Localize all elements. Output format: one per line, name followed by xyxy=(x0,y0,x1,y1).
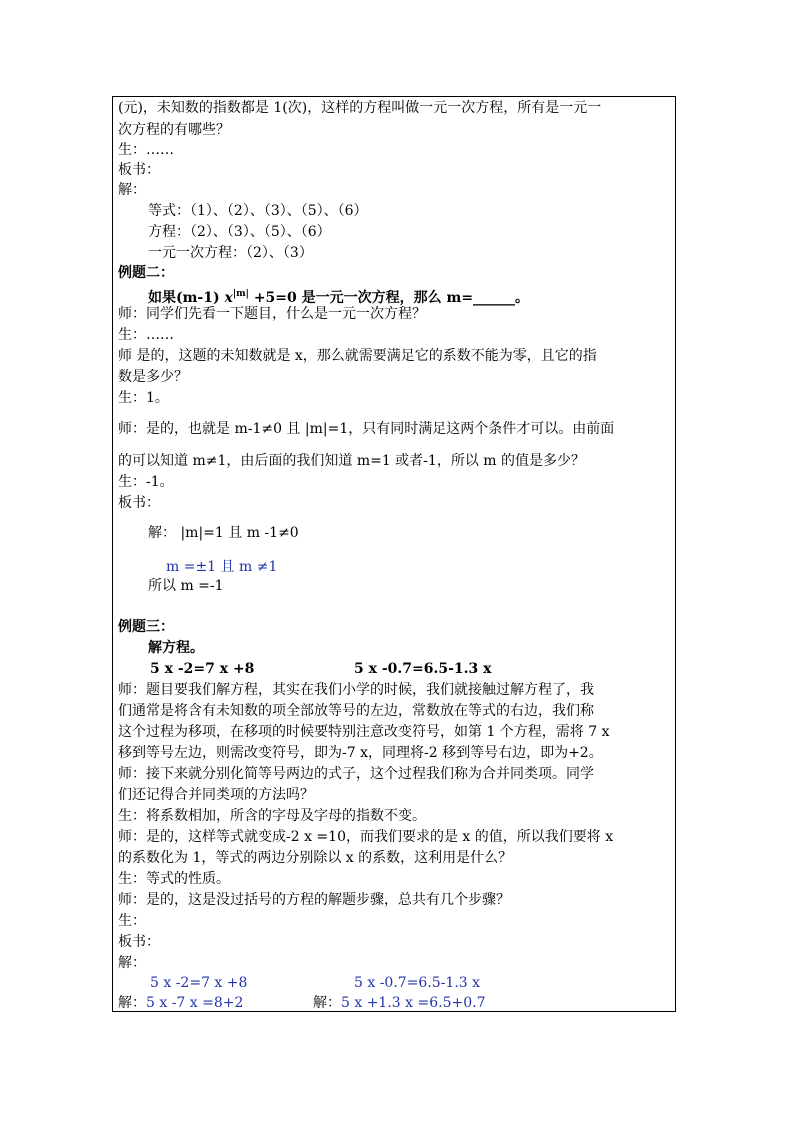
text-line: 生：…… xyxy=(118,327,174,343)
text-line: 一元一次方程：（2）、（3） xyxy=(148,245,313,261)
equation: 5 x -2=7 x +8 xyxy=(150,661,255,677)
problem-text: 如果(m-1) xyxy=(148,290,220,306)
text-line: 们还记得合并同类项的方法吗？ xyxy=(118,787,314,803)
equation: 5 x -2=7 x +8 xyxy=(150,975,248,991)
text-line: 师：是的，这是没过括号的方程的解题步骤，总共有几个步骤？ xyxy=(118,892,510,908)
text-line: 的系数化为 1，等式的两边分别除以 x 的系数，这利用是什么？ xyxy=(118,850,513,866)
text-line: 们通常是将含有未知数的项全部放等号的左边，常数放在等式的右边，我们称 xyxy=(118,703,594,719)
text-line: 板书： xyxy=(118,162,160,178)
text-line: 生：等式的性质。 xyxy=(118,871,230,887)
problem-text: +5=0 是一元一次方程，那么 m=______。 xyxy=(253,290,530,306)
equation: 5 x -0.7=6.5-1.3 x xyxy=(354,975,481,991)
math-variable: x xyxy=(224,290,233,306)
text-line: 生：…… xyxy=(118,142,174,158)
text-line: 解： xyxy=(118,955,146,971)
text-line: 的可以知道 m≠1，由后面的我们知道 m=1 或者-1，所以 m 的值是多少？ xyxy=(118,453,585,469)
text-line: 这个过程为移项，在移项的时候要特别注意改变符号，如第 1 个方程，需将 7 x xyxy=(118,724,610,740)
text-line: 生：将系数相加，所含的字母及字母的指数不变。 xyxy=(118,808,426,824)
text-line: 移到等号左边，则需改变符号，即为-7 x，同理将-2 移到等号右边，即为+2。 xyxy=(118,745,603,761)
text-line: 方程：（2）、（3）、（5）、（6） xyxy=(148,224,331,240)
text-line: 数是多少？ xyxy=(118,369,188,385)
math-exponent: |m| xyxy=(232,289,249,299)
solution-label: 解： xyxy=(313,995,341,1011)
text-line: 解： xyxy=(118,182,146,198)
text-line: 板书： xyxy=(118,934,160,950)
text-line: 师：题目要我们解方程，其实在我们小学的时候，我们就接触过解方程了，我 xyxy=(118,682,594,698)
text-line: 等式：（1）、（2）、（3）、（5）、（6） xyxy=(148,203,368,219)
math-line xyxy=(118,993,243,1013)
text-line: (元)，未知数的指数都是 1(次)，这样的方程叫做一元一次方程，所有是一元一 xyxy=(118,100,602,116)
example-heading: 例题二： xyxy=(118,265,174,281)
math-expression: |m|=1 且 m -1≠0 xyxy=(180,525,299,541)
equation: 5 x -0.7=6.5-1.3 x xyxy=(354,661,492,677)
math-line: 所以 m =-1 xyxy=(148,578,224,594)
text-line: 生：-1。 xyxy=(118,474,174,490)
math-line xyxy=(148,523,299,543)
math-line: m =±1 且 m ≠1 xyxy=(166,559,278,575)
text-line: 师：是的，这样等式就变成-2 x =10，而我们要求的是 x 的值，所以我们要将 x xyxy=(118,829,614,845)
text-line: 生： xyxy=(118,913,146,929)
text-line: 师：是的，也就是 m-1≠0 且 |m|=1，只有同时满足这两个条件才可以。由前面 xyxy=(118,421,615,437)
equation: 5 x +1.3 x =6.5+0.7 xyxy=(341,995,486,1011)
math-line xyxy=(313,993,485,1013)
text-line: 次方程的有哪些？ xyxy=(118,122,230,138)
text-line: 板书： xyxy=(118,495,160,511)
text-line: 师：接下来就分别化简等号两边的式子，这个过程我们称为合并同类项。同学 xyxy=(118,766,594,782)
equation: 5 x -7 x =8+2 xyxy=(146,995,244,1011)
example-problem: 解方程。 xyxy=(148,640,204,656)
solution-label: 解： xyxy=(148,525,176,541)
text-line: 师：同学们先看一下题目，什么是一元一次方程？ xyxy=(118,306,426,322)
solution-label: 解： xyxy=(118,995,146,1011)
text-line: 生：1。 xyxy=(118,390,169,406)
text-line: 师 是的，这题的未知数就是 x，那么就需要满足它的系数不能为零，且它的指 xyxy=(118,348,597,364)
example-heading: 例题三： xyxy=(118,619,174,635)
